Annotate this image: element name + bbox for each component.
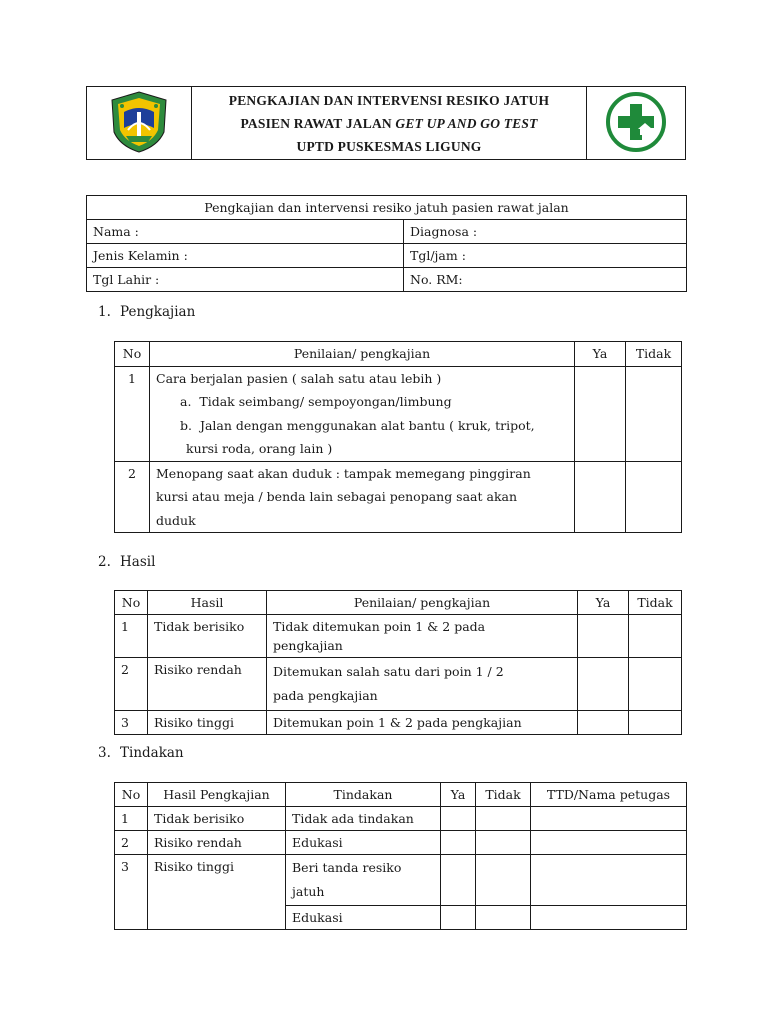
col-header-action: Tindakan xyxy=(286,783,441,807)
col-header-no-answer: Tidak xyxy=(476,783,531,807)
answer-no-cell[interactable] xyxy=(626,461,682,533)
document-header xyxy=(86,86,686,160)
info-caption: Pengkajian dan intervensi resiko jatuh pasien rawat jalan xyxy=(87,196,687,220)
birth-date-field: Tgl Lahir : xyxy=(87,268,404,292)
answer-no-cell[interactable] xyxy=(629,711,682,735)
answer-no-cell[interactable] xyxy=(476,807,531,831)
puskesmas-cross-icon xyxy=(605,91,667,153)
regency-emblem-cell xyxy=(87,87,192,160)
header-title-line2: PASIEN RAWAT JALAN GET UP AND GO TEST xyxy=(240,115,538,131)
result-label: Risiko rendah xyxy=(148,831,286,855)
col-header-assessment: Penilaian/ pengkajian xyxy=(267,591,578,615)
col-header-no-answer: Tidak xyxy=(629,591,682,615)
result-table xyxy=(114,590,682,735)
action-label: Tidak ada tindakan xyxy=(286,807,441,831)
answer-yes-cell[interactable] xyxy=(578,658,629,711)
col-header-yes: Ya xyxy=(441,783,476,807)
name-field: Nama : xyxy=(87,220,404,244)
header-title xyxy=(192,87,587,160)
result-criteria: Tidak ditemukan poin 1 & 2 pada pengkajian xyxy=(267,615,578,658)
answer-yes-cell[interactable] xyxy=(441,807,476,831)
diagnosis-field: Diagnosa : xyxy=(404,220,687,244)
row-number: 2 xyxy=(115,658,148,711)
gender-field: Jenis Kelamin : xyxy=(87,244,404,268)
section-heading-assessment: 1. Pengkajian xyxy=(98,304,196,320)
header-title-line1: PENGKAJIAN DAN INTERVENSI RESIKO JATUH xyxy=(228,92,550,108)
answer-yes-cell[interactable] xyxy=(575,461,626,533)
action-label: Edukasi xyxy=(286,906,441,930)
answer-yes-cell[interactable] xyxy=(578,711,629,735)
result-label: Tidak berisiko xyxy=(148,615,267,658)
puskesmas-logo-cell xyxy=(587,87,686,160)
section-heading-action: 3. Tindakan xyxy=(98,745,184,761)
regency-emblem-icon xyxy=(108,90,170,154)
section-heading-result: 2. Hasil xyxy=(98,554,156,570)
col-header-no-answer: Tidak xyxy=(626,342,682,367)
row-number: 2 xyxy=(115,831,148,855)
signature-cell[interactable] xyxy=(531,807,687,831)
assessment-table xyxy=(114,341,682,533)
row-number: 1 xyxy=(115,807,148,831)
col-header-assessment: Penilaian/ pengkajian xyxy=(150,342,575,367)
answer-yes-cell[interactable] xyxy=(575,366,626,461)
result-criteria: Ditemukan salah satu dari poin 1 / 2 pada pengkajian xyxy=(267,658,578,711)
col-header-result: Hasil xyxy=(148,591,267,615)
result-label: Risiko tinggi xyxy=(148,711,267,735)
result-criteria: Ditemukan poin 1 & 2 pada pengkajian xyxy=(267,711,578,735)
header-title-line3: UPTD PUSKESMAS LIGUNG xyxy=(296,138,482,154)
result-label: Risiko tinggi xyxy=(148,855,286,930)
action-label: Edukasi xyxy=(286,831,441,855)
col-header-no: No xyxy=(115,342,150,367)
row-number: 2 xyxy=(115,461,150,533)
row-number: 1 xyxy=(115,366,150,461)
assessment-gait: Cara berjalan pasien ( salah satu atau lebih ) a. Tidak seimbang/ sempoyongan/limbung b. Jalan dengan menggunakan alat bantu ( kruk, tripot, kursi roda, orang lain ) xyxy=(150,366,575,461)
result-label: Risiko rendah xyxy=(148,658,267,711)
col-header-result: Hasil Pengkajian xyxy=(148,783,286,807)
answer-no-cell[interactable] xyxy=(476,855,531,906)
col-header-signature: TTD/Nama petugas xyxy=(531,783,687,807)
answer-no-cell[interactable] xyxy=(476,906,531,930)
col-header-yes: Ya xyxy=(578,591,629,615)
col-header-no: No xyxy=(115,783,148,807)
assessment-support: Menopang saat akan duduk : tampak memegang pinggiran kursi atau meja / benda lain sebagai penopang saat akan duduk xyxy=(150,461,575,533)
action-label: Beri tanda resiko jatuh xyxy=(286,855,441,906)
col-header-yes: Ya xyxy=(575,342,626,367)
signature-cell[interactable] xyxy=(531,855,687,906)
answer-no-cell[interactable] xyxy=(629,615,682,658)
answer-no-cell[interactable] xyxy=(476,831,531,855)
medical-record-field: No. RM: xyxy=(404,268,687,292)
answer-no-cell[interactable] xyxy=(626,366,682,461)
signature-cell[interactable] xyxy=(531,831,687,855)
answer-yes-cell[interactable] xyxy=(441,831,476,855)
answer-yes-cell[interactable] xyxy=(441,906,476,930)
date-time-field: Tgl/jam : xyxy=(404,244,687,268)
answer-yes-cell[interactable] xyxy=(441,855,476,906)
patient-info-table xyxy=(86,195,687,292)
col-header-no: No xyxy=(115,591,148,615)
row-number: 1 xyxy=(115,615,148,658)
signature-cell[interactable] xyxy=(531,906,687,930)
answer-yes-cell[interactable] xyxy=(578,615,629,658)
answer-no-cell[interactable] xyxy=(629,658,682,711)
result-label: Tidak berisiko xyxy=(148,807,286,831)
action-table xyxy=(114,782,687,930)
row-number: 3 xyxy=(115,855,148,930)
row-number: 3 xyxy=(115,711,148,735)
